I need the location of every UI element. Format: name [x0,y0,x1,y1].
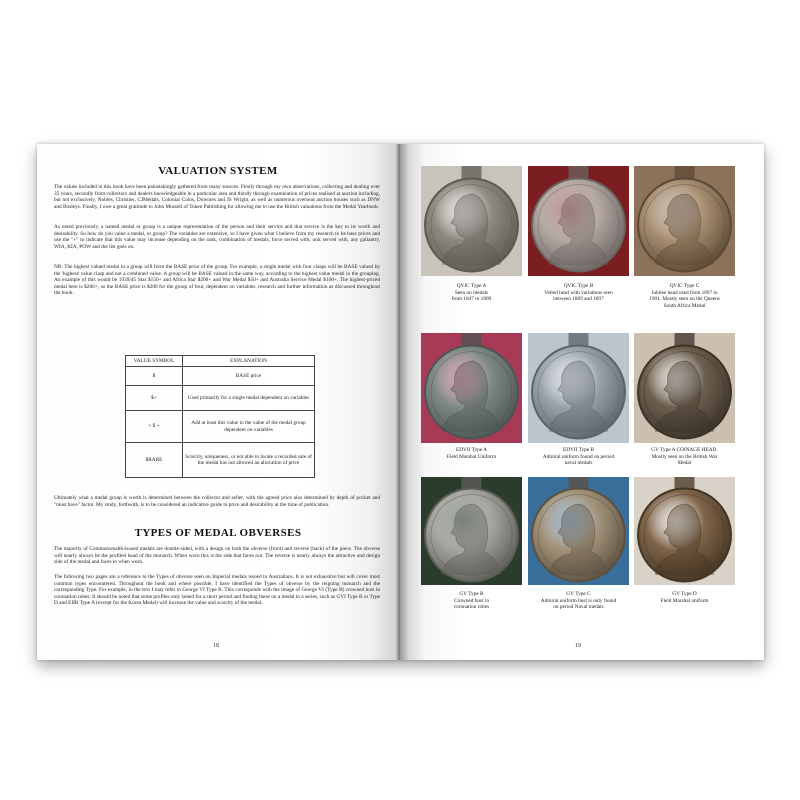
medal-caption-line: EDVII Type A [455,447,487,453]
table-cell-symbol: $RARE [126,443,183,478]
medal-caption [626,447,744,467]
medal-photo [528,166,629,276]
medal-caption-line: Admiral uniform bust is only found [540,597,617,604]
table-cell-symbol: $+ [126,386,183,411]
medal-caption-line: Field Marshal uniform [660,597,709,604]
table-cell-symbol: $ [126,367,183,386]
book-spread [37,144,764,660]
medal-image [634,477,735,585]
base-price-paragraph: NB: The highest valued medal in a group will form the BASE price of the group. For example, a single medal with four clasps will be BASE valued by the 'highest' value clasp and not a combined value. A group will be BASE valued in the same way, according to the highest value medal in the grouping. An example of this would be 1939/45 Star $150+ and Africa Star $200+ and War Medal $50+ and Australia Service Medal $100+. The highest-priced medal here is $200+, so the BASE price is $200 for the group of four, dependent on variables, research and further information as discussed throughout the book. [54,264,380,297]
medal-image [421,477,522,585]
table-row [126,443,315,478]
medal-caption [413,283,531,303]
intro-paragraph: The values included in this book have been painstakingly gathered from many sources. Firstly through my own observations, collecting and dealing over 35 years, secondly from collectors and dealers knowledgeable in a particular area and thirdly through examination of prices realised at auction including, but not exclusively, Nobles, Christies, CJMedals, Colonial Coins, Downies and JS Wright, as well as numerous overseas auction houses such as DNW and Bosleys. Finally, I owe a great gratitude to John Mussell of Token Publishing for allowing me to use the British valuations from the Medal Yearbook. [54,184,380,210]
medal-image [528,477,629,585]
medal-photo [421,333,522,443]
medal-image [634,333,735,443]
medal-photo [634,166,735,276]
table-cell-explanation: Used primarily for a single medal dependent on variables [183,386,315,411]
table-cell-explanation: BASE price [183,367,315,386]
medal-caption-line: coronation robes [453,604,490,611]
value-symbol-table [125,355,315,478]
medal-obverses-heading: TYPES OF MEDAL OBVERSES [134,527,302,539]
medal-caption-line: between 1869 and 1897 [553,296,604,303]
medal-caption-line: Seen on medals [454,289,489,296]
table-cell-symbol: + $ + [126,411,183,443]
obverse-intro-paragraph: The majority of Commonwealth-issued medals are double-sided, with a design on both the obverse (front) and reverse (back) of the piece. The obverse will nearly always be the profiled head of the monarch. When worn this is the side that faces out. The reverse is nearly always the attractive and design side of the medal and faces in when worn. [54,546,380,566]
value-variables-paragraph: As noted previously, a named medal or group is a unique representation of the person and their service and that service is the key to its worth and desirability. So how do you value a medal, or group? The variables are extensive, so I have given what I believe from my research to be base prices and use the "+" to indicate that this value may increase depending on the rank, combination of medals, force served with, unit served with, any gallantry, WIA, KIA, POW and the list goes on. [54,224,380,250]
medal-photo [421,477,522,585]
medal-caption-line: Medal [677,460,692,467]
medal-photo [634,333,735,443]
medal-caption-line: GV Type A COINAGE HEAD. [651,447,718,453]
medal-caption-line: Field Marshal Uniform [446,453,497,460]
medal-image [634,166,735,276]
medal-caption-line: 1901. Mostly seen on the Queens [649,296,720,303]
medal-caption-line: QVIC Type B [563,283,594,289]
table-row [126,411,315,443]
medal-caption-line: GV Type C [566,591,591,597]
medal-caption-line: Admiral uniform found on period [542,453,615,460]
medal-image [421,166,522,276]
medal-caption-line: GV Type B [459,591,484,597]
table-row [126,367,315,386]
obverse-reference-paragraph: The following two pages are a reference to the Types of obverse seen on Imperial medals issued to Australians. It is not exhaustive but will cover most common types encountered. Throughout the book and where possible, I have identified the Types of obverse by the reigning monarch and the corresponding Type. For example, in the text I may refer to George VI Type B. This corresponds with the image of George VI (Type B) crowned bust in coronation robes. It should be noted that some profiles only lasted for a short period and finding these on a medal in a series, such as GVI Type B or Type D and EIIR Type A (except for the Korea Medal) will increase the value and scarcity of the medal. [54,574,380,607]
table-header-symbol: VALUE SYMBOL [126,356,183,367]
table-cell-explanation: Scarcity, uniqueness, or not able to locate a recorded sale of the medal has not allowed an allocation of price [183,443,315,478]
medal-caption-line: QVIC Type A [456,283,487,289]
medal-photo [421,166,522,276]
right-page [400,144,764,660]
conclusion-paragraph: Ultimately what a medal group is worth is determined between the collector and seller, with the agreed price also determined by depth of pocket and "must have" factor. My study, forthwith, is to be considered an indicative guide to price and desirability at the time of publication. [54,495,380,508]
medal-caption [520,591,638,611]
medal-caption-line: Crowned bust in [453,597,490,604]
medal-caption-line: QVIC Type C [669,283,700,289]
table-row [126,386,315,411]
medal-caption [413,447,531,460]
medal-caption-line: Veiled head with variations seen [544,289,613,296]
medal-caption-line: Jubilee head used from 1897 to [651,289,718,296]
table-header-explanation: EXPLANATION [183,356,315,367]
medal-caption [413,591,531,611]
medal-photo [634,477,735,585]
medal-image [528,166,629,276]
medal-caption-line: Mostly seen on the British War [651,453,718,460]
medal-photo [528,333,629,443]
medal-photo [528,477,629,585]
medal-caption-line: GV Type D [672,591,697,597]
page-number-right: 19 [575,643,581,649]
medal-caption [626,591,744,604]
table-header-row [126,356,315,367]
medal-image [528,333,629,443]
medal-caption-line: naval medals [564,460,593,467]
medal-image [421,333,522,443]
medal-caption [520,283,638,303]
medal-caption-line: South Africa Medal [663,302,706,309]
valuation-system-heading: VALUATION SYSTEM [158,165,278,177]
table-cell-explanation: Add at least this value to the value of the medal group dependent on variables [183,411,315,443]
medal-caption-line: on period Naval medals [553,604,604,611]
medal-caption [520,447,638,467]
page-number-left: 18 [213,643,219,649]
medal-caption-line: from 1847 to 1869 [451,296,492,303]
medal-caption [626,283,744,309]
left-page [37,144,399,660]
medal-caption-line: EDVII Type B [562,447,594,453]
